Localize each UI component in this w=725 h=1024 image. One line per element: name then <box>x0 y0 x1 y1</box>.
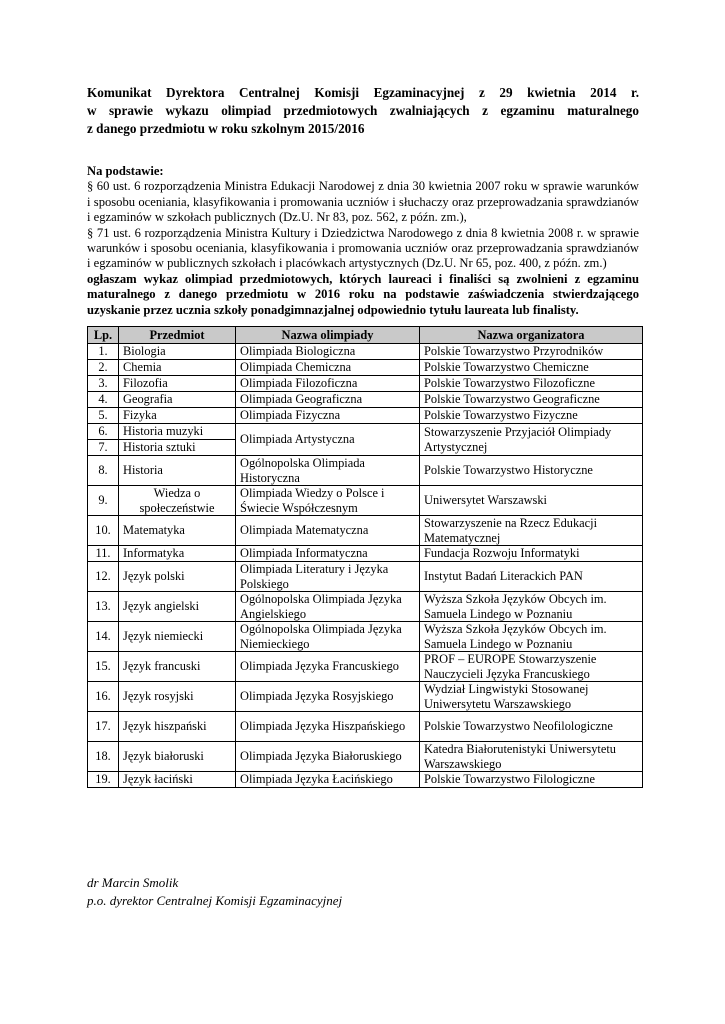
row-olympiad: Olimpiada Języka Hiszpańskiego <box>236 712 420 742</box>
row-subject: Historia <box>119 456 236 486</box>
header-subject: Przedmiot <box>119 327 236 344</box>
row-lp: 12. <box>88 562 119 592</box>
row-subject: Język łaciński <box>119 772 236 788</box>
row-olympiad: Olimpiada Biologiczna <box>236 344 420 360</box>
legal-basis <box>87 164 639 318</box>
row-lp: 17. <box>88 712 119 742</box>
row-subject: Historia muzyki <box>119 424 236 440</box>
row-olympiad: Olimpiada Chemiczna <box>236 360 420 376</box>
basis-paragraph-1: § 60 ust. 6 rozporządzenia Ministra Edukacji Narodowej z dnia 30 kwietnia 2007 roku w sprawie warunków i sposobu oceniania, klasyfikowania i promowania uczniów i słuchaczy oraz przeprowadzania sprawdzianów i egzaminów w szkołach publicznych (Dz.U. Nr 83, poz. 562, z późn. zm.), <box>87 179 639 225</box>
row-olympiad: Olimpiada Języka Łacińskiego <box>236 772 420 788</box>
title-line-3: z danego przedmiotu w roku szkolnym 2015/2016 <box>87 121 365 136</box>
signature-block <box>87 874 342 910</box>
row-lp: 6. <box>88 424 119 440</box>
row-olympiad: Olimpiada Filozoficzna <box>236 376 420 392</box>
table-row <box>88 392 643 408</box>
row-subject: Chemia <box>119 360 236 376</box>
row-lp: 2. <box>88 360 119 376</box>
row-olympiad: Olimpiada Informatyczna <box>236 546 420 562</box>
row-organizer: Polskie Towarzystwo Geograficzne <box>420 392 643 408</box>
basis-paragraph-2: § 71 ust. 6 rozporządzenia Ministra Kultury i Dziedzictwa Narodowego z dnia 8 kwietnia 2008 r. w sprawie warunków i sposobu oceniania, klasyfikowania i promowania uczniów oraz przeprowadzania sprawdzianów i egzaminów w publicznych szkołach i placówkach artystycznych (Dz.U. Nr 65, poz. 400, z późn. zm.) <box>87 225 639 271</box>
row-olympiad: Ogólnopolska Olimpiada Języka Niemieckiego <box>236 622 420 652</box>
table-row <box>88 742 643 772</box>
row-olympiad: Olimpiada Artystyczna <box>236 424 420 456</box>
row-lp: 9. <box>88 486 119 516</box>
header-olympiad: Nazwa olimpiady <box>236 327 420 344</box>
row-organizer: PROF – EUROPE Stowarzyszenie Nauczycieli Języka Francuskiego <box>420 652 643 682</box>
row-subject: Fizyka <box>119 408 236 424</box>
row-subject: Informatyka <box>119 546 236 562</box>
row-organizer: Wyższa Szkoła Języków Obcych im. Samuela Lindego w Poznaniu <box>420 592 643 622</box>
title-line-2: w sprawie wykazu olimpiad przedmiotowych zwalniających z egzaminu maturalnego <box>87 103 639 118</box>
row-organizer: Polskie Towarzystwo Fizyczne <box>420 408 643 424</box>
row-organizer: Instytut Badań Literackich PAN <box>420 562 643 592</box>
row-subject: Filozofia <box>119 376 236 392</box>
announcement: ogłaszam wykaz olimpiad przedmiotowych, których laureaci i finaliści są zwolnieni z egzaminu maturalnego z danego przedmiotu w 2016 roku na podstawie zaświadczenia stwierdzającego uzyskanie przez ucznia szkoły ponadgimnazjalnej odpowiednio tytułu laureata lub finalisty. <box>87 271 639 317</box>
table-row <box>88 772 643 788</box>
row-olympiad: Ogólnopolska Olimpiada Języka Angielskiego <box>236 592 420 622</box>
row-subject: Język białoruski <box>119 742 236 772</box>
row-olympiad: Olimpiada Fizyczna <box>236 408 420 424</box>
row-subject: Język angielski <box>119 592 236 622</box>
row-organizer: Polskie Towarzystwo Filozoficzne <box>420 376 643 392</box>
row-subject: Wiedza o społeczeństwie <box>119 486 236 516</box>
row-organizer: Polskie Towarzystwo Filologiczne <box>420 772 643 788</box>
row-organizer: Katedra Białorutenistyki Uniwersytetu Warszawskiego <box>420 742 643 772</box>
row-subject: Język niemiecki <box>119 622 236 652</box>
row-lp: 15. <box>88 652 119 682</box>
row-lp: 11. <box>88 546 119 562</box>
row-subject: Matematyka <box>119 516 236 546</box>
row-subject: Język rosyjski <box>119 682 236 712</box>
row-lp: 18. <box>88 742 119 772</box>
row-subject: Historia sztuki <box>119 440 236 456</box>
row-organizer: Stowarzyszenie na Rzecz Edukacji Matematycznej <box>420 516 643 546</box>
row-olympiad: Olimpiada Literatury i Języka Polskiego <box>236 562 420 592</box>
row-organizer: Wyższa Szkoła Języków Obcych im. Samuela Lindego w Poznaniu <box>420 622 643 652</box>
row-lp: 4. <box>88 392 119 408</box>
table-row <box>88 562 643 592</box>
row-organizer: Polskie Towarzystwo Chemiczne <box>420 360 643 376</box>
table-row <box>88 408 643 424</box>
row-subject: Język polski <box>119 562 236 592</box>
row-organizer: Fundacja Rozwoju Informatyki <box>420 546 643 562</box>
row-organizer: Polskie Towarzystwo Neofilologiczne <box>420 712 643 742</box>
table-row <box>88 376 643 392</box>
row-lp: 13. <box>88 592 119 622</box>
row-organizer: Stowarzyszenie Przyjaciół Olimpiady Artystycznej <box>420 424 643 456</box>
row-lp: 14. <box>88 622 119 652</box>
row-olympiad: Olimpiada Języka Francuskiego <box>236 652 420 682</box>
table-row <box>88 682 643 712</box>
table-row <box>88 546 643 562</box>
document-title <box>87 84 639 138</box>
row-organizer: Uniwersytet Warszawski <box>420 486 643 516</box>
table-row <box>88 516 643 546</box>
table-row <box>88 592 643 622</box>
table-header-row <box>88 327 643 344</box>
row-olympiad: Olimpiada Geograficzna <box>236 392 420 408</box>
row-olympiad: Olimpiada Języka Białoruskiego <box>236 742 420 772</box>
row-lp: 7. <box>88 440 119 456</box>
row-olympiad: Olimpiada Wiedzy o Polsce i Świecie Współczesnym <box>236 486 420 516</box>
table-row <box>88 712 643 742</box>
title-line-1: Komunikat Dyrektora Centralnej Komisji Egzaminacyjnej z 29 kwietnia 2014 r. <box>87 85 639 100</box>
header-lp: Lp. <box>88 327 119 344</box>
row-olympiad: Olimpiada Języka Rosyjskiego <box>236 682 420 712</box>
row-subject: Biologia <box>119 344 236 360</box>
table-row <box>88 424 643 440</box>
document-page <box>87 84 639 788</box>
row-lp: 3. <box>88 376 119 392</box>
row-lp: 5. <box>88 408 119 424</box>
table-row <box>88 456 643 486</box>
basis-heading: Na podstawie: <box>87 164 164 178</box>
row-lp: 8. <box>88 456 119 486</box>
table-row <box>88 486 643 516</box>
row-lp: 1. <box>88 344 119 360</box>
row-organizer: Polskie Towarzystwo Przyrodników <box>420 344 643 360</box>
signature-name: dr Marcin Smolik <box>87 875 179 890</box>
olympiad-table <box>87 326 643 788</box>
table-row <box>88 344 643 360</box>
row-subject: Język hiszpański <box>119 712 236 742</box>
row-organizer: Wydział Lingwistyki Stosowanej Uniwersytetu Warszawskiego <box>420 682 643 712</box>
signature-role: p.o. dyrektor Centralnej Komisji Egzaminacyjnej <box>87 893 343 908</box>
row-lp: 19. <box>88 772 119 788</box>
row-olympiad: Ogólnopolska Olimpiada Historyczna <box>236 456 420 486</box>
table-row <box>88 360 643 376</box>
row-organizer: Polskie Towarzystwo Historyczne <box>420 456 643 486</box>
table-row <box>88 652 643 682</box>
row-lp: 16. <box>88 682 119 712</box>
table-row <box>88 622 643 652</box>
row-subject: Język francuski <box>119 652 236 682</box>
row-subject: Geografia <box>119 392 236 408</box>
header-organizer: Nazwa organizatora <box>420 327 643 344</box>
row-lp: 10. <box>88 516 119 546</box>
row-olympiad: Olimpiada Matematyczna <box>236 516 420 546</box>
